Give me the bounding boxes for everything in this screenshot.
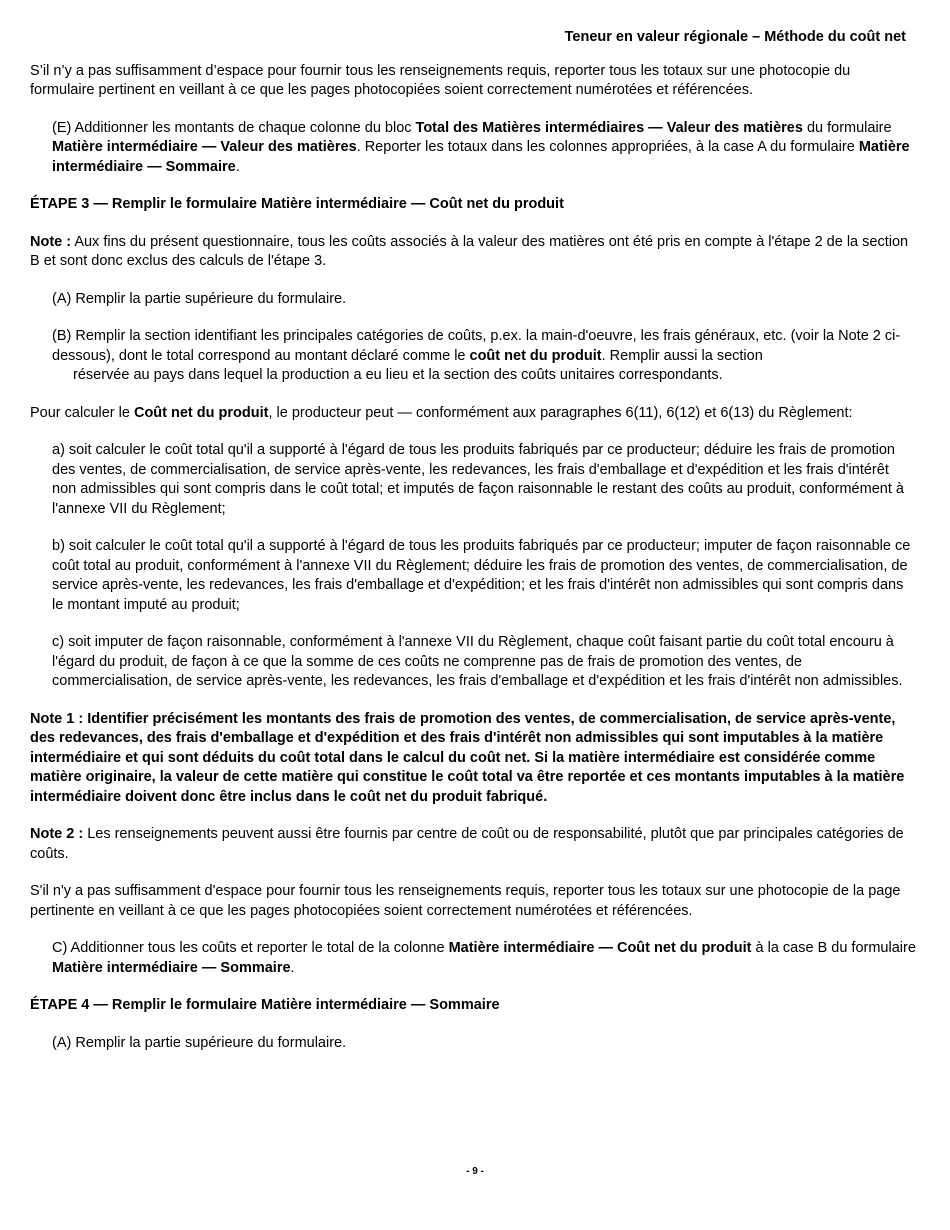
cost-calc-text-2: , le producteur peut — conformément aux paragraphes 6(11), 6(12) et 6(13) du Règlement: [268,404,853,421]
step3-item-c [30,939,916,978]
running-header: Teneur en valeur régionale – Méthode du coût net [564,29,906,45]
step3-item-b [30,327,916,386]
cost-calc-text-1: Pour calculer le [30,404,134,421]
document-page [30,28,916,1071]
page-number: - 9 - [466,1166,484,1177]
step2-e-text-2: du formulaire [802,119,892,136]
step2-item-e [30,119,916,178]
step3-note-text: Aux fins du présent questionnaire, tous les coûts associés à la valeur des matières ont été pris en compte à l'étape 2 de la section B et sont donc exclus des calculs de l'étape 3. [30,233,909,269]
step3-note [30,233,916,272]
step2-e-bold-1: Total des Matières intermédiaires — Valeur des matières [415,119,803,136]
step3-heading: ÉTAPE 3 — Remplir le formulaire Matière intermédiaire — Coût net du produit [30,196,564,212]
step2-e-bold-3: Matière intermédiaire — Sommaire [52,139,910,175]
step3-b-bold-1: coût net du produit [469,347,602,364]
cost-calc-bold-1: Coût net du produit [133,404,269,421]
option-b: b) soit calculer le coût total qu'il a supporté à l'égard de tous les produits fabriqués par ce producteur; imputer de façon raisonnable ce coût total au produit, conformément à l'annexe VII du Règlement; déduire les frais de promotion des ventes, de commercialisation, de service après-vente, les redevances, les frais d'emballage et d'expédition; et les frais d'intérêt non admissibles qui sont compris dans le montant imputé au produit; [52,538,911,613]
option-a: a) soit calculer le coût total qu'il a supporté à l'égard de tous les produits fabriqués par ce producteur; déduire les frais de promotion des ventes, de commercialisation, de service après-vente, les redevances, les frais d'emballage et d'expédition et les frais d'intérêt non admissibles qui sont compris dans le coût total; et imputés de façon raisonnable le restant des coûts au produit, conformément à l'annexe VII du Règlement; [52,442,904,517]
space-note: S'il n'y a pas suffisamment d'espace pour fournir tous les renseignements requis, reporter tous les totaux sur une photocopie de la page pertinente en veillant à ce que les pages photocopiées soient correctement numérotées et référencées. [30,883,901,919]
step2-e-bold-2: Matière intermédiaire — Valeur des matières [52,139,357,155]
step2-e-text-1: (E) Additionner les montants de chaque colonne du bloc [52,119,416,136]
step4-item-a: (A) Remplir la partie supérieure du formulaire. [52,1034,347,1051]
step3-c-text-2: à la case B du formulaire [751,940,916,956]
note-1: Note 1 : Identifier précisément les montants des frais de promotion des ventes, de commercialisation, de service après-vente, des redevances, des frais d'emballage et d'expédition et des frais d'intérêt non admissibles qui sont imputables à la matière intermédiaire et qui sont déduits du coût total dans le calcul du coût net. Si la matière intermédiaire est considérée comme matière originaire, la valeur de cette matière qui constitue le coût total va être reportée et ces montants imputables à la matière intermédiaire doivent donc être inclus dans le coût net du produit fabriqué. [30,710,905,805]
step4-heading: ÉTAPE 4 — Remplir le formulaire Matière intermédiaire — Sommaire [30,997,500,1013]
intro-paragraph: S’il n’y a pas suffisamment d’espace pour fournir tous les renseignements requis, reporter tous les totaux sur une photocopie du formulaire pertinent en veillant à ce que les pages photocopiées soient correctement numérotées et référencées. [30,62,851,98]
note-2-label: Note 2 : [30,826,84,842]
step3-b-text-1: (B) Remplir la section identifiant les principales catégories de coûts, p.ex. la main-d'oeuvre, les frais généraux, etc. (voir la Note 2 ci-dessous), dont le total correspond au montant déclaré comme le [52,328,901,364]
note-2 [30,825,916,864]
note-2-text: Les renseignements peuvent aussi être fournis par centre de coût ou de responsabilité, plutôt que par principales catégories de coûts. [30,826,904,862]
step3-c-bold-1: Matière intermédiaire — Coût net du produit [448,940,752,956]
step2-e-text-3: . Reporter les totaux dans les colonnes appropriées, à la case A du formulaire [356,139,859,155]
option-c: c) soit imputer de façon raisonnable, conformément à l'annexe VII du Règlement, chaque coût faisant partie du coût total encouru à l'égard du produit, de façon à ce que la somme de ces coûts ne comprenne pas de frais de promotion des ventes, de commercialisation, de service après-vente, les redevances, les frais d'emballage et d'expédition et les frais d'intérêt non admissibles. [52,634,903,689]
step3-item-a: (A) Remplir la partie supérieure du formulaire. [52,290,347,307]
step3-b-text-2: . Remplir aussi la section [601,347,763,364]
step3-b-continuation: réservée au pays dans lequel la production a eu lieu et la section des coûts unitaires correspondants. [73,367,723,383]
step3-c-text-1: C) Additionner tous les coûts et reporter le total de la colonne [52,940,449,956]
step3-c-bold-2: Matière intermédiaire — Sommaire [52,959,291,976]
step3-c-text-3: . [290,959,295,976]
step2-e-text-4: . [235,158,240,175]
step3-note-label: Note : [30,233,72,250]
cost-calc-intro [30,404,916,424]
